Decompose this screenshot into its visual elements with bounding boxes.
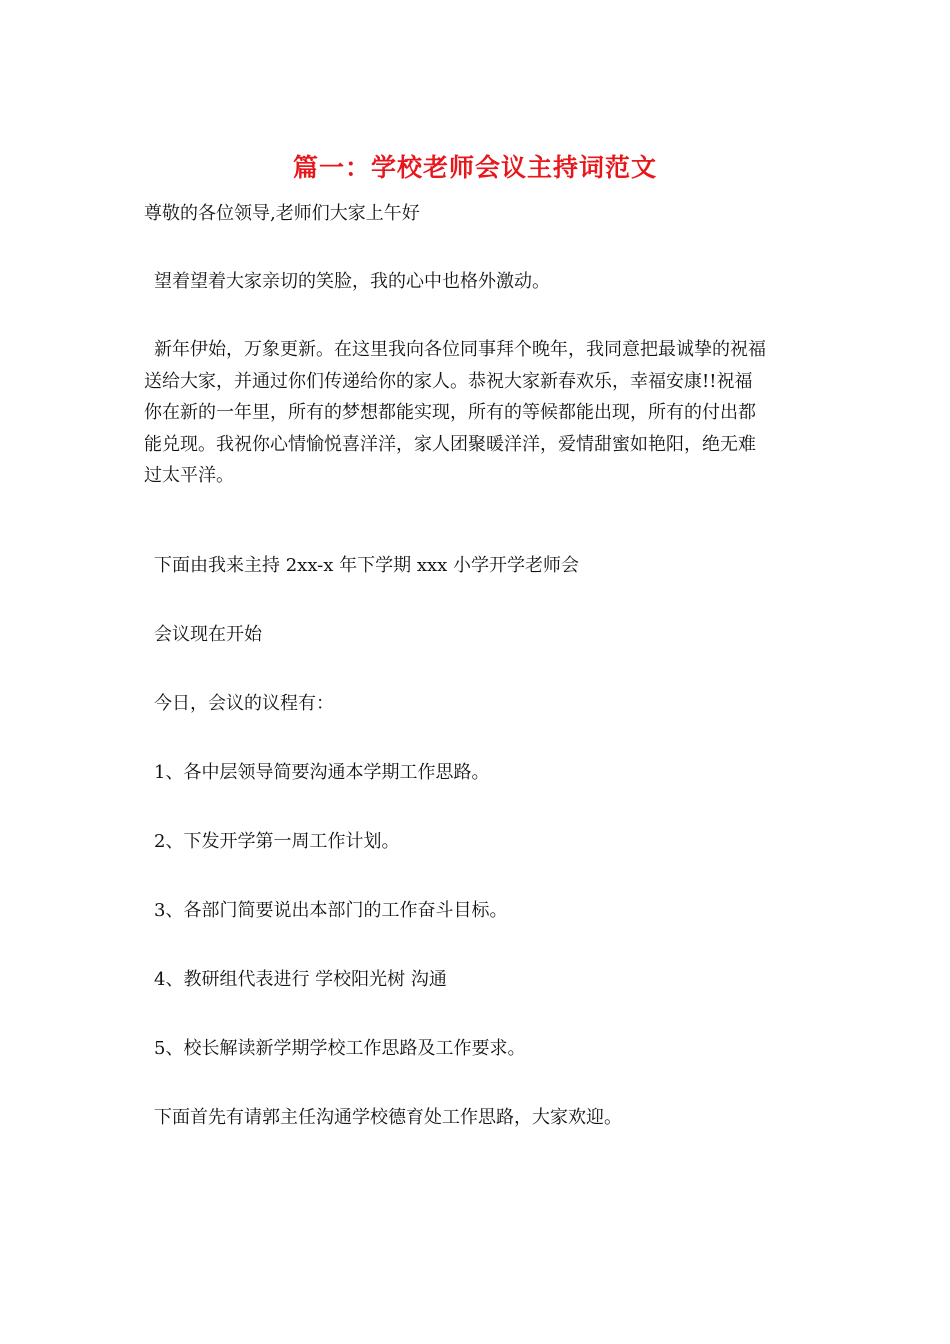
document-title: 篇一：学校老师会议主持词范文 [292, 153, 657, 182]
paragraph-2-line: 能兑现。我祝你心情愉悦喜洋洋，家人团聚暖洋洋，爱情甜蜜如艳阳，绝无难 [144, 433, 756, 455]
paragraph-3: 下面由我来主持 2xx-x 年下学期 xxx 小学开学老师会 [154, 555, 580, 576]
agenda-item-2: 2、下发开学第一周工作计划。 [154, 831, 400, 852]
paragraph-5: 今日，会议的议程有： [154, 693, 334, 714]
closing-paragraph: 下面首先有请郭主任沟通学校德育处工作思路，大家欢迎。 [154, 1107, 622, 1128]
paragraph-2-line: 新年伊始，万象更新。在这里我向各位同事拜个晚年，我同意把最诚挚的祝福 [154, 339, 766, 360]
greeting: 尊敬的各位领导,老师们大家上午好 [144, 203, 420, 224]
agenda-item-1: 1、各中层领导简要沟通本学期工作思路。 [154, 762, 490, 783]
paragraph-2-line: 过太平洋。 [144, 465, 234, 486]
agenda-item-4: 4、教研组代表进行 学校阳光树 沟通 [154, 969, 447, 990]
paragraph-2-line: 送给大家，并通过你们传递给你的家人。恭祝大家新春欢乐，幸福安康!!祝福 [144, 370, 753, 392]
paragraph-4: 会议现在开始 [154, 624, 262, 645]
paragraph-1: 望着望着大家亲切的笑脸，我的心中也格外激动。 [154, 271, 550, 292]
paragraph-2-line: 你在新的一年里，所有的梦想都能实现，所有的等候都能出现，所有的付出都 [144, 402, 756, 423]
agenda-item-3: 3、各部门简要说出本部门的工作奋斗目标。 [154, 900, 508, 921]
agenda-item-5: 5、校长解读新学期学校工作思路及工作要求。 [154, 1038, 526, 1059]
paragraph-2 [144, 334, 814, 492]
